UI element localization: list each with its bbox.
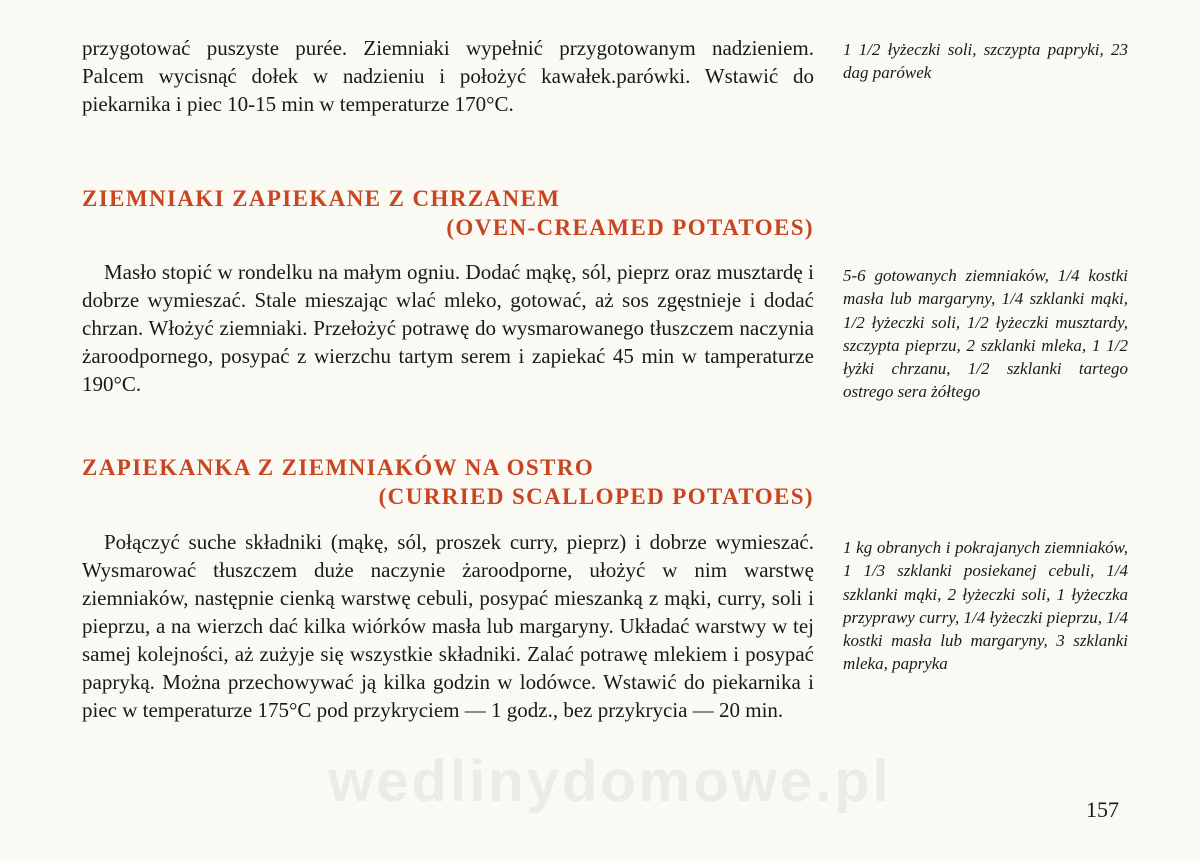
page-number: 157 <box>1086 797 1119 822</box>
recipe-2-ingredients: 1 kg obranych i pokrajanych ziemniaków, 1 1/3 szklanki posiekanej cebuli, 1/4 szklanki mąki, 2 łyżeczki soli, 1 łyżeczka przyprawy curry, 1/4 łyżeczki pieprzu, 1/4 kostki masła lub margaryny, 3 szklanki mleka, papryka <box>843 538 1128 674</box>
recipe-2-title-pl: ZAPIEKANKA Z ZIEMNIAKÓW NA OSTRO <box>82 455 595 480</box>
watermark: wedlinydomowe.pl <box>328 749 892 814</box>
recipe-2-text: Połączyć suche składniki (mąkę, sól, proszek curry, pieprz) i dobrze wymieszać. Wysmarować tłuszczem duże naczynie żaroodporne, ułożyć w nim warstwę ziemniaków, następnie cienką warstwę cebuli, posypać mieszanką z mąki, curry, soli i pieprzu, a na wierzch dać kilka wiórków masła lub margaryny. Układać warstwy w tej samej kolejności, aż zużyje się wszystkie składniki. Zalać potrawę mlekiem i posypać papryką. Można przechowywać ją kilka godzin w lodówce. Wstawić do piekarnika i piec w temperaturze 175°C pod przykryciem — 1 godz., bez przykrycia — 20 min. <box>82 530 814 722</box>
recipe-1-heading <box>82 184 814 242</box>
recipe-1-title-pl: ZIEMNIAKI ZAPIEKANE Z CHRZANEM <box>82 186 561 211</box>
recipe-1-ingredients: 5-6 gotowanych ziemniaków, 1/4 kostki masła lub margaryny, 1/4 szklanki mąki, 1/2 łyżeczki soli, 1/2 łyżeczki musztardy, szczypta pieprzu, 2 szklanki mleka, 1 1/2 łyżki chrzanu, 1/2 szklanki tartego ostrego sera żółtego <box>843 266 1128 402</box>
recipe-2-title-en: (CURRIED SCALLOPED POTATOES) <box>378 484 814 509</box>
recipe-1-text: Masło stopić w rondelku na małym ogniu. Dodać mąkę, sól, pieprz oraz musztardę i dobrze wymieszać. Stale mieszając wlać mleko, gotować, aż sos zgęstnieje i dodać chrzan. Włożyć ziemniaki. Przełożyć potrawę do wysmarowanego tłuszczem naczynia żaroodpornego, posypać z wierzchu tartym serem i zapiekać 45 min w tamperaturze 190°C. <box>82 260 814 396</box>
recipe-1-title-en: (OVEN-CREAMED POTATOES) <box>446 215 814 240</box>
intro-ingredients: 1 1/2 łyżeczki soli, szczypta papryki, 23 dag parówek <box>843 40 1128 83</box>
intro-paragraph <box>82 34 814 118</box>
intro-text: przygotować puszyste purée. Ziemniaki wypełnić przygotowanym nadzieniem. Palcem wycisnąć dołek w nadzieniu i położyć kawałek.parówki. Wstawić do piekarnika i piec 10-15 min w temperaturze 170°C. <box>82 36 814 116</box>
recipe-2-heading <box>82 453 814 511</box>
recipe-2-instructions <box>82 528 814 724</box>
recipe-1-instructions <box>82 258 814 398</box>
